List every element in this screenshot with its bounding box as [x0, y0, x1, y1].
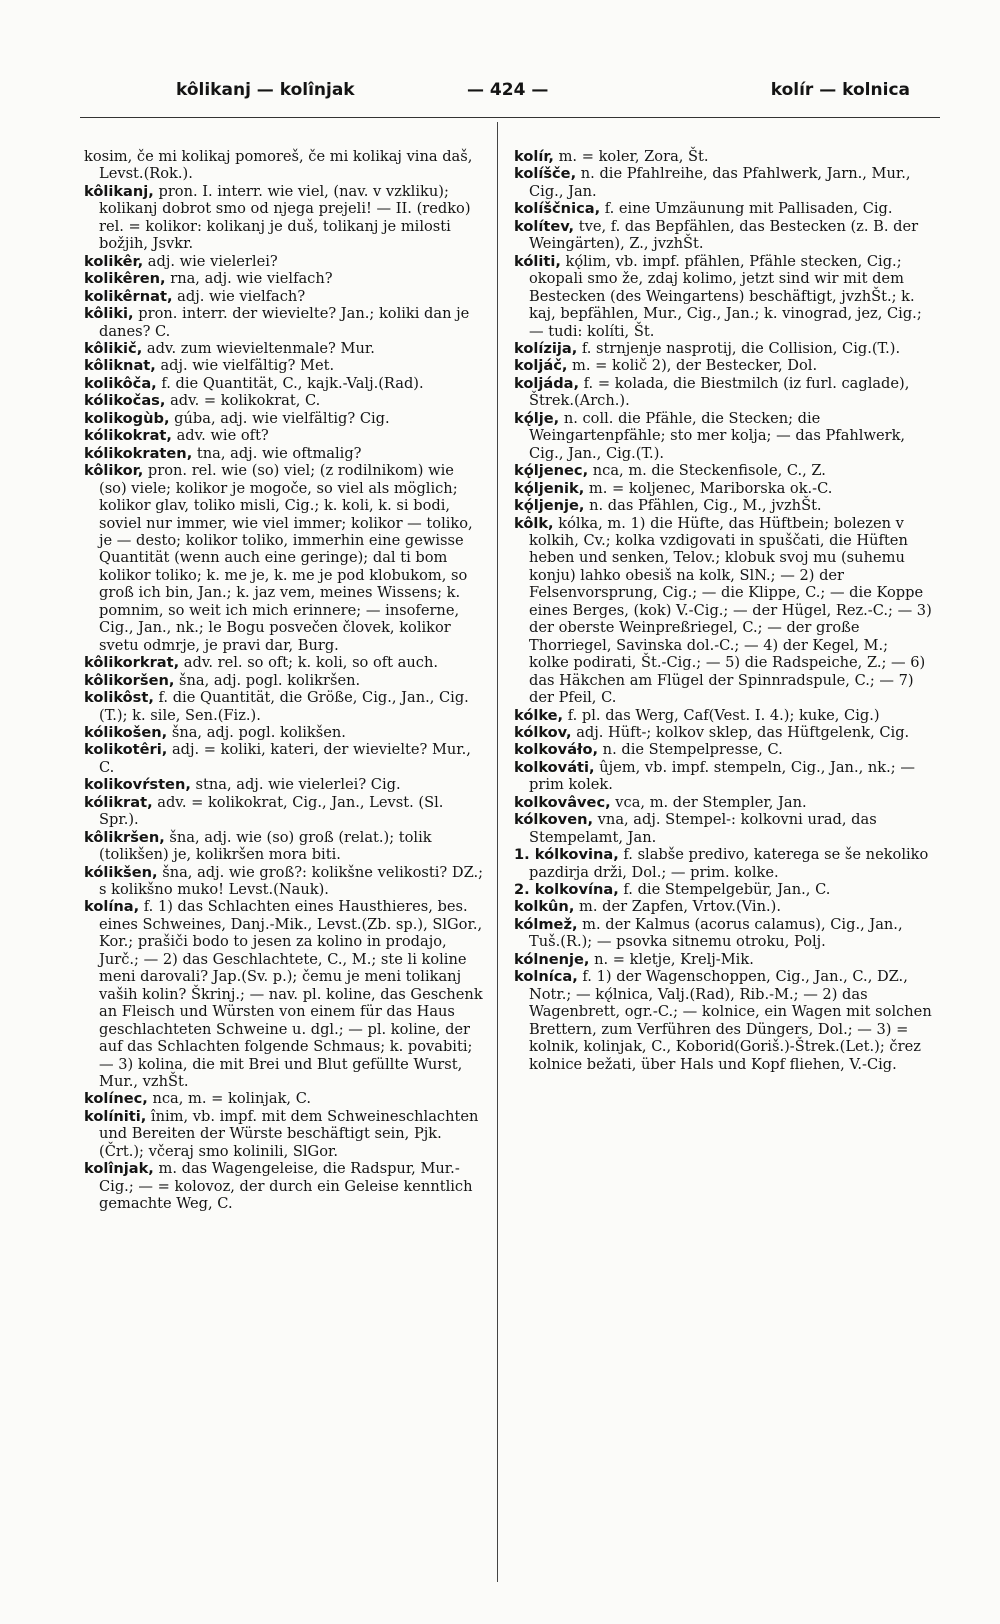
- dictionary-entry: [514, 357, 932, 374]
- entry-headword: kolínec,: [84, 1090, 148, 1108]
- entry-definition: vca, m. der Stempler, Jan.: [615, 793, 807, 811]
- entry-headword: kolikogùb,: [84, 409, 170, 427]
- entry-headword: kólkoven,: [514, 811, 594, 829]
- dictionary-entry: [84, 654, 484, 671]
- dictionary-entry: [514, 707, 932, 724]
- entry-definition: nca, m. = kolinjak, C.: [152, 1090, 311, 1108]
- dictionary-entry: [84, 1160, 484, 1212]
- dictionary-entry: [514, 916, 932, 951]
- entry-definition: kǫ́lim, vb. impf. pfählen, Pfähle stecken, Cig.; okopali smo že, zdaj kolimo, jetzt sind wir mit dem Bestecken (des Weingartens) beschäftigt, jvzhŠt.; k. kaj, bepfählen, Mur., Cig., Jan.; k. vinograd, jez, Cig.; — tudi: kolíti, Št.: [529, 252, 922, 340]
- entry-definition: înim, vb. impf. mit dem Schweineschlachten und Bereiten der Würste beschäftigt sein, Pjk.(Črt.); včeraj smo kolinili, SlGor.: [99, 1107, 479, 1160]
- entry-headword: kolikovŕsten,: [84, 776, 191, 794]
- entry-definition: nca, m. die Steckenfisole, C., Z.: [592, 462, 826, 480]
- dictionary-entry: [514, 340, 932, 357]
- dictionary-entry: [514, 515, 932, 707]
- entry-headword: kolikêren,: [84, 270, 166, 288]
- entry-headword: kôliknat,: [84, 357, 156, 375]
- entry-definition: f. 1) das Schlachten eines Hausthieres, bes. eines Schweines, Danj.-Mik., Levst.(Zb. sp.), SlGor., Kor.; prašiči bodo to jesen za kolino in prodajo, Jurč.; — 2) das Geschlachtete, C., M.; ste li koline meni darovali? Jap.(Sv. p.); čemu je meni tolikanj vaših kolin? Škrinj.; — nav. pl. koline, das Geschenk an Fleisch und Würsten von einem für das Haus geschlachteten Schweine u. dgl.; — pl. koline, der auf das Schlachten folgende Schmaus; k. povabiti; — 3) kolina, die mit Brei und Blut gefüllte Wurst, Mur., vzhŠt.: [99, 898, 483, 1091]
- entry-headword: kolkováti,: [514, 758, 595, 776]
- entry-headword: kolikôča,: [84, 374, 157, 392]
- dictionary-entry: [84, 794, 484, 829]
- entry-headword: kolkováło,: [514, 741, 599, 759]
- entry-headword: kolkûn,: [514, 898, 575, 916]
- dictionary-entry: [84, 898, 484, 1090]
- entry-headword: kólke,: [514, 706, 564, 724]
- dictionary-entry: [84, 253, 484, 270]
- dictionary-entry: [84, 445, 484, 462]
- entry-headword: kólikošen,: [84, 723, 168, 741]
- entry-definition: šna, adj. wie groß?: kolikšne velikosti? DZ.; s kolikšno muko! Levst.(Nauk).: [99, 863, 484, 899]
- entry-definition: n. das Pfählen, Cig., M., jvzhŠt.: [589, 497, 822, 515]
- dictionary-entry: [84, 270, 484, 287]
- entry-headword: kolíšče,: [514, 165, 577, 183]
- entry-headword: kolíniti,: [84, 1107, 147, 1125]
- entry-definition: pron. interr. der wievielte? Jan.; koliki dan je danes? C.: [99, 305, 470, 340]
- dictionary-entry: [514, 968, 932, 1073]
- entry-definition: m. = količ 2), der Bestecker, Dol.: [572, 357, 818, 375]
- dictionary-entry: [514, 410, 932, 462]
- entry-definition: kólka, m. 1) die Hüfte, das Hüftbein; bolezen v kolkih, Cv.; kolka vzdigovati in spuščati, die Hüften heben und senken, Telov.; klobuk svoj mu (suhemu konju) lahko obesiš na kolk, SlN.; — 2) der Felsenvorsprung, Cig.; — die Klippe, C.; — die Koppe eines Berges, (kok) V.-Cig.; — der Hügel, Rez.-C.; — 3) der oberste Weinpreßriegel, C.; — der große Thorriegel, Savinska dol.-C.; — 4) der Kegel, M.; kolke podirati, Št.-Cig.; — 5) die Radspeiche, Z.; — 6) das Häkchen am Flügel der Spinnradspule, C.; — 7) der Pfeil, C.: [529, 514, 932, 707]
- entry-headword: kǫ́ljenec,: [514, 462, 589, 480]
- entry-headword: kólmež,: [514, 915, 578, 933]
- entry-headword: kólikočas,: [84, 392, 166, 410]
- entry-headword: koljáč,: [514, 357, 568, 375]
- header-rule: [80, 117, 940, 118]
- entry-definition: n. = kletje, Krelj-Mik.: [594, 950, 754, 968]
- dictionary-entry: [84, 462, 484, 654]
- page-number: — 424 —: [467, 80, 549, 100]
- entry-definition: šna, adj. pogl. kolikšen.: [171, 723, 346, 741]
- entry-headword: kolikêrnat,: [84, 287, 173, 305]
- running-header: [82, 80, 922, 110]
- entry-definition: gúba, adj. wie vielfältig? Cig.: [174, 409, 390, 427]
- entry-definition: adj. wie vielfältig? Met.: [160, 357, 335, 375]
- dictionary-entry: [84, 1090, 484, 1107]
- dictionary-entry: [514, 148, 932, 165]
- dictionary-entry: [514, 253, 932, 340]
- entry-headword: kǫ́lje,: [514, 409, 560, 427]
- dictionary-entry: [514, 480, 932, 497]
- entry-definition: f. die Stempelgebür, Jan., C.: [623, 881, 831, 899]
- entry-headword: kolkovâvec,: [514, 793, 611, 811]
- dictionary-entry: [84, 375, 484, 392]
- dictionary-entry: [84, 288, 484, 305]
- entry-definition: m. = koljenec, Mariborska ok.-C.: [588, 479, 833, 497]
- dictionary-entry: [514, 794, 932, 811]
- dictionary-entry: [514, 741, 932, 758]
- entry-headword: kolízija,: [514, 339, 578, 357]
- entry-definition: adj. = koliki, kateri, der wievielte? Mur., C.: [99, 741, 471, 776]
- entry-headword: kǫ́ljenje,: [514, 497, 585, 515]
- entry-headword: 2. kolkovína,: [514, 881, 619, 899]
- entry-definition: f. 1) der Wagenschoppen, Cig., Jan., C., DZ., Notr.; — kǫ́lnica, Valj.(Rad), Rib.-M.; — 2) das Wagenbrett, ogr.-C.; — kolnice, ein Wagen mit solchen Brettern, zum Verführen des Düngers, Dol.; — 3) = kolnik, kolinjak, C., Koborid(Goriš.)-Štrek.(Let.); črez kolnice bežati, über Hals und Kopf fliehen, V.-Cig.: [529, 968, 932, 1073]
- entry-definition: f. slabše predivo, katerega se še nekoliko pazdirja drži, Dol.; — prim. kolke.: [529, 846, 929, 881]
- entry-headword: kôlk,: [514, 514, 554, 532]
- dictionary-entry: [514, 811, 932, 846]
- entry-definition: adv. zum wievieltenmale? Mur.: [146, 339, 375, 357]
- entry-definition: f. strnjenje nasprotij, die Collision, Cig.(T.).: [581, 339, 901, 357]
- entry-headword: kôlikorkrat,: [84, 654, 180, 672]
- entry-headword: kolikotêri,: [84, 741, 168, 759]
- dictionary-entry: [514, 165, 932, 200]
- entry-definition: n. coll. die Pfähle, die Stecken; die Weingartenpfähle; sto mer kolja; — das Pfahlwerk, Cig., Jan., Cig.(T.).: [529, 409, 906, 462]
- dictionary-entry: [514, 759, 932, 794]
- entry-definition: adv. = kolikokrat, C.: [170, 392, 321, 410]
- dictionary-entry: [514, 881, 932, 898]
- entry-definition: šna, adj. pogl. kolikršen.: [179, 671, 361, 689]
- entry-headword: kôliki,: [84, 305, 134, 323]
- entry-definition: šna, adj. wie (so) groß (relat.); tolik (tolikšen) je, kolikršen mora biti.: [99, 828, 432, 864]
- entry-headword: kolikêr,: [84, 252, 144, 270]
- column-divider: [497, 122, 498, 1582]
- entry-headword: kôlikič,: [84, 339, 143, 357]
- entry-definition: adj. wie vielfach?: [177, 287, 306, 305]
- right-column: [514, 148, 932, 1073]
- dictionary-entry: [84, 427, 484, 444]
- entry-definition: adj. wie vielerlei?: [147, 252, 278, 270]
- entry-definition: f. pl. das Werg, Caf(Vest. I. 4.); kuke, Cig.): [567, 706, 880, 724]
- dictionary-entry: [84, 1108, 484, 1160]
- dictionary-entry: [84, 672, 484, 689]
- entry-definition: rna, adj. wie vielfach?: [170, 270, 333, 288]
- dictionary-entry: [514, 951, 932, 968]
- entry-definition: f. die Quantität, die Größe, Cig., Jan., Cig.(T.); k. sile, Sen.(Fiz.).: [99, 689, 469, 724]
- entry-headword: kolíščnica,: [514, 200, 601, 218]
- entry-definition: f. die Quantität, C., kajk.-Valj.(Rad).: [161, 374, 424, 392]
- header-left-guidewords: kôlikanj — kolînjak: [176, 80, 355, 100]
- dictionary-entry: [84, 864, 484, 899]
- entry-definition: f. eine Umzäunung mit Pallisaden, Cig.: [604, 200, 893, 218]
- dictionary-entry: [514, 462, 932, 479]
- dictionary-entry: [514, 846, 932, 881]
- entry-headword: kolína,: [84, 898, 140, 916]
- entry-definition: kosim, če mi kolikaj pomoreš, če mi kolikaj vina daš, Levst.(Rok.).: [84, 148, 473, 183]
- dictionary-entry: [514, 375, 932, 410]
- dictionary-entry: [514, 497, 932, 514]
- left-column: [84, 148, 484, 1213]
- entry-definition: f. = kolada, die Biestmilch (iz furl. caglade), Štrek.(Arch.).: [529, 374, 910, 410]
- entry-definition: m. = koler, Zora, Št.: [558, 148, 709, 165]
- entry-headword: kólkov,: [514, 723, 572, 741]
- entry-definition: ûjem, vb. impf. stempeln, Cig., Jan., nk.; — prim kolek.: [529, 758, 915, 794]
- header-right-guidewords: kolír — kolnica: [770, 80, 910, 100]
- entry-definition: adj. Hüft-; kolkov sklep, das Hüftgelenk, Cig.: [576, 723, 910, 741]
- entry-headword: kolítev,: [514, 217, 575, 235]
- entry-definition: m. der Zapfen, Vrtov.(Vin.).: [579, 898, 781, 916]
- dictionary-entry: [84, 183, 484, 253]
- dictionary-entry: [84, 392, 484, 409]
- dictionary-entry: [514, 200, 932, 217]
- entry-definition: adv. rel. so oft; k. koli, so oft auch.: [183, 654, 438, 672]
- entry-definition: vna, adj. Stempel-: kolkovni urad, das Stempelamt, Jan.: [529, 811, 877, 846]
- entry-headword: kolînjak,: [84, 1160, 154, 1178]
- entry-definition: pron. rel. wie (so) viel; (z rodilnikom) wie (so) viele; kolikor je mogoče, so viel als möglich; kolikor glav, toliko misli, Cig.; k. koli, k. si bodi, soviel nur immer, wie viel immer; kolikor — toliko, je — desto; kolikor toliko, immerhin eine gewisse Quantität (wenn auch eine geringe); dal ti bom kolikor toliko; k. me je, k. me je pod klobukom, so groß ich bin, Jan.; k. jaz vem, meines Wissens; k. pomnim, so weit ich mich erinnere; — insoferne, Cig., Jan., nk.; le Bogu posvečen človek, kolikor svetu odmrje, je pravi dar, Burg.: [99, 462, 473, 654]
- entry-headword: kóliti,: [514, 252, 561, 270]
- dictionary-entry: [84, 689, 484, 724]
- entry-headword: kôlikršen,: [84, 828, 165, 846]
- dictionary-entry: [84, 305, 484, 340]
- entry-headword: kólikokraten,: [84, 444, 193, 462]
- dictionary-entry: [84, 410, 484, 427]
- entry-headword: koljáda,: [514, 374, 580, 392]
- entry-headword: kolníca,: [514, 968, 578, 986]
- entry-headword: 1. kólkovina,: [514, 846, 619, 864]
- dictionary-entry: [84, 724, 484, 741]
- entry-definition: n. die Stempelpresse, C.: [602, 741, 783, 759]
- entry-headword: kolír,: [514, 148, 554, 165]
- entry-headword: kólikrat,: [84, 793, 153, 811]
- entry-definition: m. das Wagengeleise, die Radspur, Mur.-Cig.; — = kolovoz, der durch ein Geleise kenntlich gemachte Weg, C.: [99, 1160, 473, 1213]
- entry-headword: kólikokrat,: [84, 427, 172, 445]
- dictionary-entry: [84, 148, 484, 183]
- entry-definition: pron. I. interr. wie viel, (nav. v vzkliku); kolikanj dobrot smo od njega prejeli! — II. (redko) rel. = kolikor: kolikanj je duš, tolikanj je milosti božjih, Jsvkr.: [99, 182, 471, 253]
- entry-headword: kolikôst,: [84, 689, 154, 707]
- dictionary-entry: [84, 741, 484, 776]
- entry-definition: tve, f. das Bepfählen, das Bestecken (z. B. der Weingärten), Z., jvzhŠt.: [529, 217, 919, 253]
- entry-headword: kólikšen,: [84, 863, 158, 881]
- entry-headword: kǫ́ljenik,: [514, 479, 585, 497]
- entry-definition: n. die Pfahlreihe, das Pfahlwerk, Jarn., Mur., Cig., Jan.: [529, 165, 911, 200]
- dictionary-entry: [84, 829, 484, 864]
- entry-definition: adv. wie oft?: [176, 427, 269, 445]
- dictionary-entry: [514, 898, 932, 915]
- dictionary-entry: [84, 776, 484, 793]
- entry-definition: adv. = kolikokrat, Cig., Jan., Levst. (Sl. Spr.).: [99, 793, 444, 829]
- entry-headword: kólnenje,: [514, 950, 590, 968]
- entry-definition: stna, adj. wie vielerlei? Cig.: [195, 776, 401, 794]
- entry-headword: kôlikoršen,: [84, 671, 175, 689]
- entry-definition: tna, adj. wie oftmalig?: [196, 444, 362, 462]
- entry-headword: kôlikor,: [84, 462, 144, 480]
- entry-headword: kôlikanj,: [84, 182, 154, 200]
- dictionary-entry: [84, 357, 484, 374]
- dictionary-entry: [84, 340, 484, 357]
- dictionary-entry: [514, 724, 932, 741]
- dictionary-entry: [514, 218, 932, 253]
- entry-definition: m. der Kalmus (acorus calamus), Cig., Jan., Tuš.(R.); — psovka sitnemu otroku, Polj.: [529, 915, 903, 951]
